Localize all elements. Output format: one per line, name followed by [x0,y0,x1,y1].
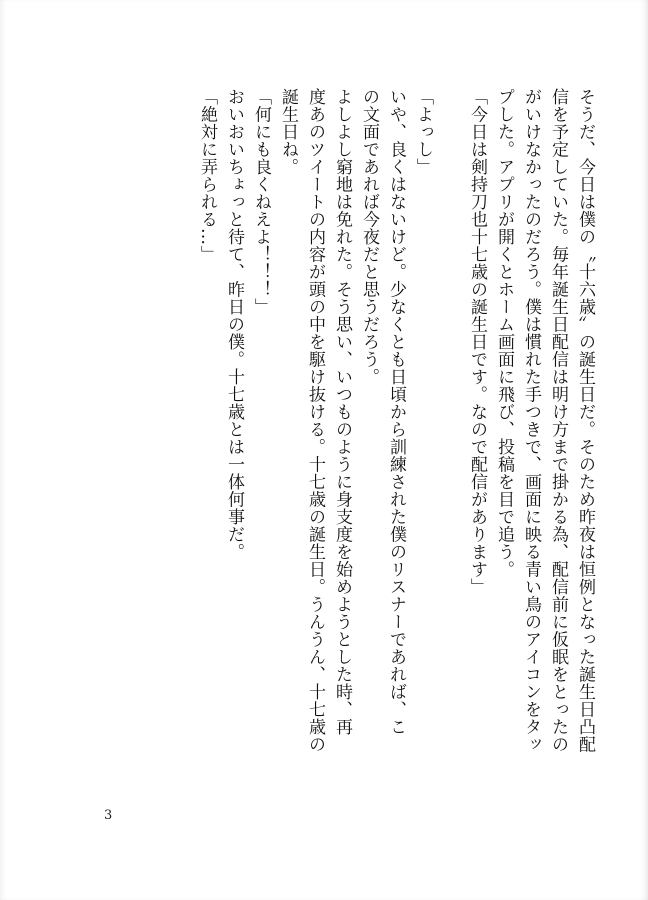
text-column: がいけなかったのだろう。僕は慣れた手つきで、画面に映る青い鳥のアイコンをタッ [521,88,541,753]
text-column: プした。アプリが開くとホーム画面に飛び、投稿を目で追う。 [494,88,514,578]
text-column: の文面であれば今夜だと思うだろう。 [359,88,379,386]
page-number: 3 [104,808,113,823]
text-column: 「絶対に弄られる…」 [197,88,217,263]
vertical-text-block [193,88,598,788]
text-column: いや、良くはないけど。少なくとも日頃から訓練された僕のリスナーであれば、こ [386,88,406,736]
text-column: 「今日は剣持刀也十七歳の誕生日です。なので配信があります」 [467,88,487,596]
text-column: 度あのツイートの内容が頭の中を駆け抜ける。十七歳の誕生日。うんうん、十七歳の [305,88,325,753]
text-column: 信を予定していた。毎年誕生日配信は明け方まで掛かる為、配信前に仮眠をとったの [548,88,568,753]
text-column: 「何にも良くねえよ！！！」 [251,88,271,316]
text-column: 誕生日ね。 [278,88,298,176]
text-column: 「よっし」 [413,88,433,176]
blank-column [436,88,463,788]
text-column: そうだ、今日は僕の〝十六歳〟の誕生日だ。そのため昨夜は恒例となった誕生日凸配 [575,88,595,753]
text-column: おいおいちょっと待て、昨日の僕。十七歳とは一体何事だ。 [224,88,244,561]
text-column: よしよし窮地は免れた。そう思い、いつものように身支度を始めようとした時、再 [332,88,352,736]
